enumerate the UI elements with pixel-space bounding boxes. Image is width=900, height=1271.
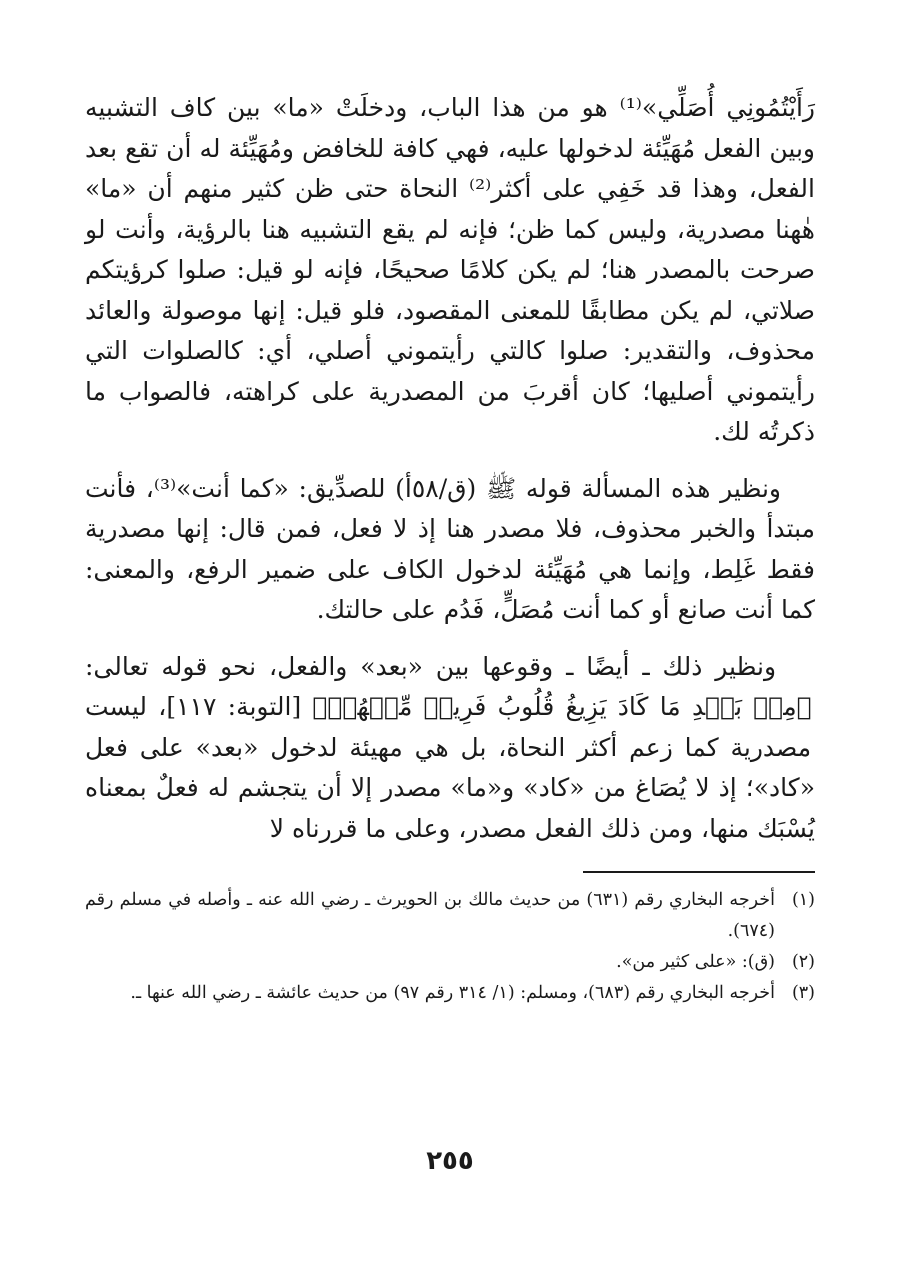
text-line: من المصدرية على كراهته، فالصواب ما ذكرتُه لك. bbox=[85, 376, 815, 446]
main-text bbox=[85, 88, 815, 849]
text-line: ونظير هذه المسألة قوله ﷺ (ق/٥٨أ) للصدِّيق: «كما أنت»⁽³⁾، bbox=[136, 473, 781, 503]
footnote-text bbox=[85, 978, 775, 1009]
text-line: الرفع، والمعنى: كما أنت صانع أو كما أنت مُصَلٍّ، فَدُم على حالتك. bbox=[85, 554, 815, 624]
text-line: «كاد»؛ إذ لا يُصَاغ من «كاد» و«ما» مصدر إلا أن يتجشم له فعلٌ bbox=[146, 773, 815, 802]
text-line: فلو قيل: إنها موصولة والعائد محذوف، والتقدير: صلوا كالتي bbox=[85, 295, 815, 365]
footnote-1 bbox=[85, 885, 815, 947]
text-line: أن تقع بعد الفعل، وهذا قد خَفِي على أكثر⁽²⁾ النحاة حتى ظن كثير bbox=[85, 133, 815, 203]
page bbox=[0, 88, 900, 1009]
footnote-line: (ق): «على كثير من». bbox=[616, 952, 775, 972]
footnote-number: (٣) bbox=[791, 983, 815, 1003]
paragraph-2 bbox=[85, 469, 815, 631]
text-line: بمعناه يُسْبَك منها، ومن ذلك الفعل مصدر، وعلى ما قررناه لا bbox=[85, 773, 815, 843]
text-line: ونظير ذلك ـ أيضًا ـ وقوعها بين «بعد» والفعل، نحو قوله تعالى: bbox=[85, 651, 777, 681]
footnote-number: (٢) bbox=[791, 952, 815, 972]
page-number: ٢٥٥ bbox=[426, 1146, 474, 1176]
text-line: مصدرية كما زعم أكثر النحاة، بل هي مهيئة لدخول «بعد» على فعل bbox=[85, 732, 812, 762]
footnote-line: وأصله في مسلم رقم (٦٧٤). bbox=[85, 890, 775, 941]
footnote-line: ـ رضي الله عنها ـ. bbox=[130, 983, 261, 1003]
footnote-text bbox=[85, 947, 775, 978]
footnote-line: أخرجه البخاري رقم (٦٨٣)، ومسلم: (١/ ٣١٤ رقم ٩٧) من حديث عائشة bbox=[260, 983, 775, 1003]
footnote-2 bbox=[85, 947, 815, 978]
footnote-line: أخرجه البخاري رقم (٦٣١) من حديث مالك بن الحويرث ـ رضي الله عنه ـ bbox=[240, 890, 775, 910]
text-line: إنها مصدرية فقط غَلِط، وإنما هي مُهَيِّئة لدخول الكاف على ضمير bbox=[85, 514, 815, 584]
footnotes bbox=[85, 885, 815, 1009]
text-line: فإنه لو قيل: صلوا كرؤيتكم صلاتي، لم يكن مطابقًا للمعنى المقصود، bbox=[85, 255, 815, 325]
footnote-number: (١) bbox=[791, 890, 815, 910]
text-line: التشبيه وبين الفعل مُهَيِّئة لدخولها عليه، فهي كافة للخافض ومُهَيِّئة له bbox=[85, 93, 816, 163]
footnote-3 bbox=[85, 978, 815, 1009]
footnotes-divider bbox=[583, 871, 815, 873]
text-line: فأنت مبتدأ والخبر محذوف، فلا مصدر هنا إذ لا فعل، فمن قال: bbox=[85, 473, 816, 543]
paragraph-1 bbox=[85, 88, 815, 453]
text-line: بالرؤية، وأنت لو صرحت بالمصدر هنا؛ لم يكن كلامًا صحيحًا، bbox=[85, 214, 815, 284]
paragraph-3 bbox=[85, 647, 815, 850]
text-line: رأيتموني أصلي، أي: كالصلوات التي رأيتموني أصليها؛ كان أقربَ bbox=[85, 336, 815, 406]
footnote-text bbox=[85, 885, 775, 947]
text-line: رَأَيْتُمُونِي أُصَلِّي»⁽¹⁾ هو من هذا الباب، ودخلَتْ «ما» بين كاف bbox=[157, 93, 816, 122]
quran-verse-line: ﴿مِنۢ بَعۡدِ مَا كَادَ يَزِيغُ قُلُوبُ فَرِيقٖ مِّنۡهُمۡ﴾ [التوبة: ١١٧]، ليست bbox=[85, 692, 812, 721]
text-line: منهم أن «ما» هٰهنا مصدرية، وليس كما ظن؛ فإنه لم يقع التشبيه هنا bbox=[85, 174, 815, 244]
